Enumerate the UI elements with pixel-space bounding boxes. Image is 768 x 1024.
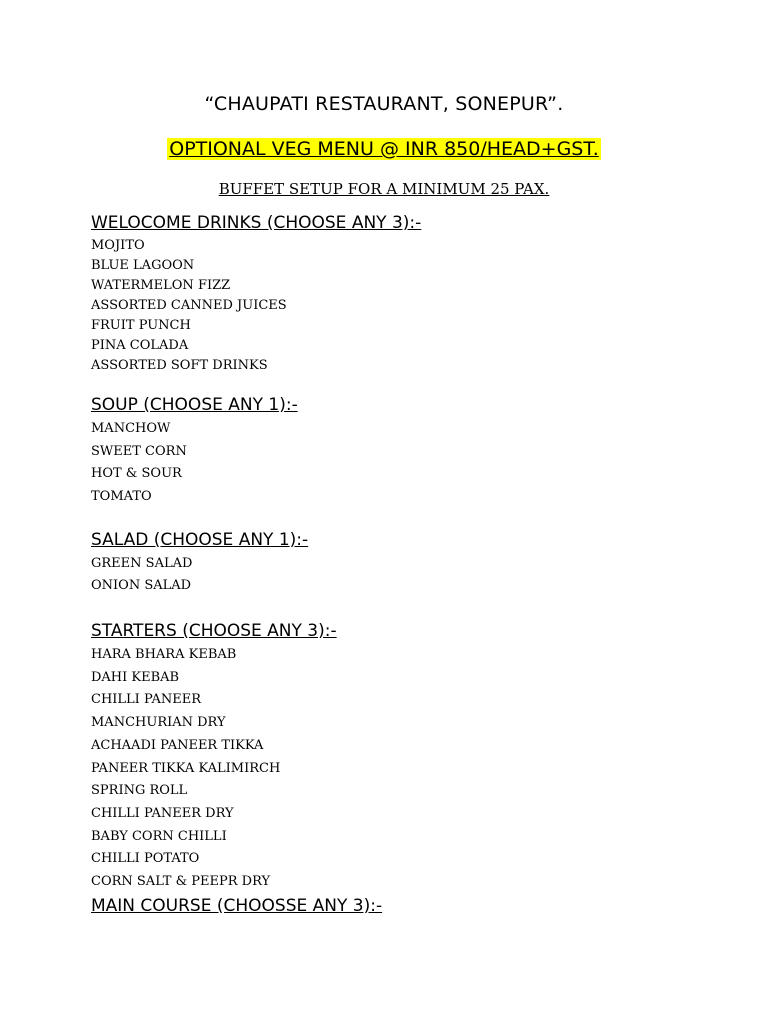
list-item: TOMATO bbox=[91, 489, 152, 505]
item-list bbox=[91, 236, 421, 376]
list-item: SPRING ROLL bbox=[91, 783, 188, 799]
list-item: FRUIT PUNCH bbox=[91, 318, 191, 333]
list-item: CHILLI PANEER bbox=[91, 692, 202, 708]
section-heading: SOUP (CHOOSE ANY 1):- bbox=[91, 395, 298, 415]
buffet-setup-note: BUFFET SETUP FOR A MINIMUM 25 PAX. bbox=[218, 180, 550, 198]
restaurant-title: “CHAUPATI RESTAURANT, SONEPUR”. bbox=[204, 93, 564, 115]
list-item: BABY CORN CHILLI bbox=[91, 828, 227, 844]
list-item: HOT & SOUR bbox=[91, 466, 182, 482]
section-heading: MAIN COURSE (CHOOSSE ANY 3):- bbox=[91, 896, 383, 916]
list-item: CHILLI PANEER DRY bbox=[91, 805, 234, 821]
section-heading: SALAD (CHOOSE ANY 1):- bbox=[91, 530, 309, 550]
list-item: DAHI KEBAB bbox=[91, 669, 180, 685]
list-item: ONION SALAD bbox=[91, 578, 192, 593]
list-item: WATERMELON FIZZ bbox=[91, 278, 231, 293]
list-item: CORN SALT & PEEPR DRY bbox=[91, 874, 271, 890]
section-welcome-drinks bbox=[91, 212, 421, 376]
list-item: PINA COLADA bbox=[91, 338, 189, 353]
item-list bbox=[91, 418, 298, 509]
list-item: BLUE LAGOON bbox=[91, 258, 195, 273]
section-heading: WELOCOME DRINKS (CHOOSE ANY 3):- bbox=[91, 213, 422, 233]
menu-price-line bbox=[0, 138, 768, 160]
list-item: ACHAADI PANEER TIKKA bbox=[91, 737, 264, 753]
list-item: MOJITO bbox=[91, 238, 145, 253]
list-item: MANCHOW bbox=[91, 421, 171, 436]
section-starters bbox=[91, 620, 337, 894]
list-item: MANCHURIAN DRY bbox=[91, 715, 226, 731]
list-item: GREEN SALAD bbox=[91, 556, 193, 571]
section-main-course bbox=[91, 895, 382, 917]
list-item: PANEER TIKKA KALIMIRCH bbox=[91, 760, 281, 776]
list-item: HARA BHARA KEBAB bbox=[91, 647, 237, 662]
item-list bbox=[91, 553, 308, 597]
menu-price-highlight: OPTIONAL VEG MENU @ INR 850/HEAD+GST. bbox=[169, 138, 599, 160]
section-salad bbox=[91, 529, 308, 597]
list-item: SWEET CORN bbox=[91, 443, 187, 459]
list-item: CHILLI POTATO bbox=[91, 851, 200, 867]
list-item: ASSORTED CANNED JUICES bbox=[91, 298, 287, 313]
section-soup bbox=[91, 394, 298, 509]
item-list bbox=[91, 644, 337, 894]
list-item: ASSORTED SOFT DRINKS bbox=[91, 358, 268, 373]
section-heading: STARTERS (CHOOSE ANY 3):- bbox=[91, 621, 337, 641]
